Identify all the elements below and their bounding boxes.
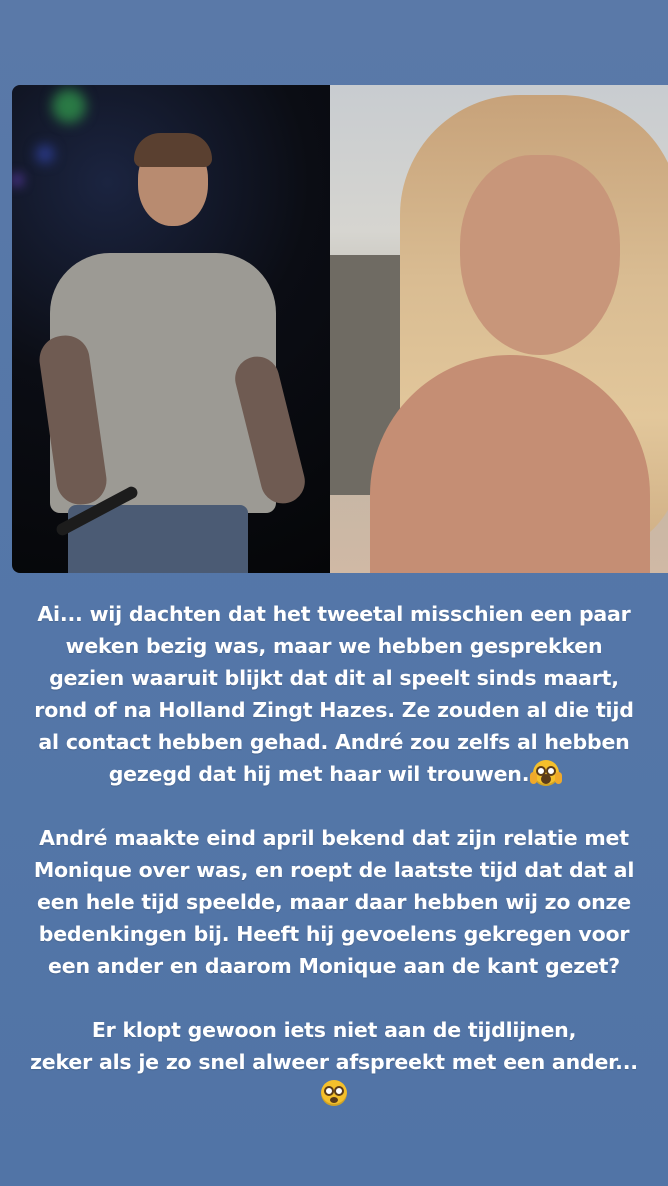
performer-hair (134, 133, 212, 167)
caption-line: rond of na Holland Zingt Hazes. Ze zouden al die tijd (34, 698, 634, 722)
caption-emoji-line (0, 1078, 668, 1110)
caption-paragraph-3 (0, 1014, 668, 1110)
performer-photo (12, 85, 330, 573)
caption-line: Er klopt gewoon iets niet aan de tijdlijnen, (91, 1018, 577, 1042)
caption-line: een ander en daarom Monique aan de kant gezet? (48, 954, 620, 978)
caption-line: Ai... wij dachten dat het tweetal misschien een paar (37, 602, 631, 626)
face-with-monocle-icon (321, 1080, 347, 1106)
caption-line: een hele tijd speelde, maar daar hebben wij zo onze (37, 890, 631, 914)
caption-line-with-emoji (0, 758, 668, 790)
stage-light (52, 89, 86, 123)
caption-line: bedenkingen bij. Heeft hij gevoelens gekregen voor (38, 922, 630, 946)
caption-line: zeker als je zo snel alweer afspreekt met een ander... (30, 1050, 638, 1074)
caption-line: al contact hebben gehad. André zou zelfs al hebben (38, 730, 630, 754)
caption-paragraph-2 (0, 822, 668, 982)
story-caption (0, 598, 668, 1142)
photo-collage (12, 85, 668, 573)
caption-paragraph-1 (0, 598, 668, 790)
caption-line-text: gezegd dat hij met haar wil trouwen. (108, 762, 530, 786)
woman-photo (330, 85, 668, 573)
woman-face (460, 155, 620, 355)
caption-line: André maakte eind april bekend dat zijn relatie met (39, 826, 629, 850)
scream-icon (533, 760, 559, 786)
stage-light (12, 175, 22, 185)
caption-line: gezien waaruit blijkt dat dit al speelt sinds maart, (49, 666, 619, 690)
caption-line: weken bezig was, maar we hebben gesprekken (65, 634, 603, 658)
caption-line: Monique over was, en roept de laatste tijd dat dat al (33, 858, 635, 882)
stage-light (36, 145, 54, 163)
